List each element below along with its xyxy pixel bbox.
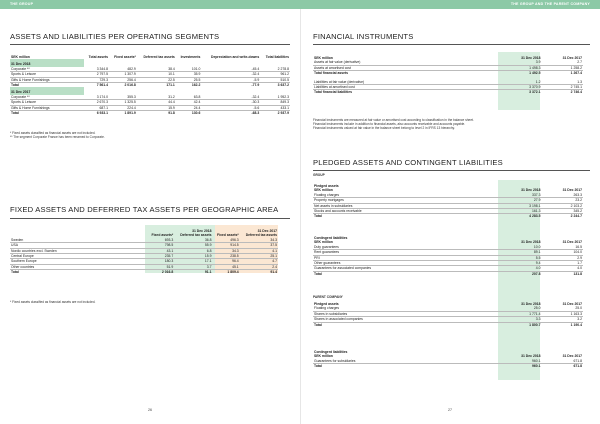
- geo-cell: 34.3: [212, 248, 239, 253]
- fin-cell: Liabilities at amortised cost: [313, 85, 500, 90]
- group_pledged-cell: 161.3: [500, 209, 542, 214]
- seg-2017-cell: -5.6: [201, 105, 260, 110]
- seg-2018-cell: 482.9: [109, 67, 137, 72]
- parent_pledged-cell: 1 800.7: [500, 322, 542, 327]
- pledge-group-label: GROUP: [313, 173, 325, 177]
- segments-table: [10, 55, 290, 115]
- geo-cell: Sweden: [10, 238, 147, 243]
- geo-title: FIXED ASSETS AND DEFERRED TAX ASSETS PER GEOGRAPHIC AREA: [10, 205, 279, 214]
- fin-table: [313, 56, 583, 95]
- seg-2017-cell: -68.3: [201, 111, 260, 116]
- seg-col-depreciation: Depreciation and write-downs: [211, 55, 260, 59]
- parent_pledged-cell: 1 163.3: [542, 311, 584, 316]
- fin-cell: Assets at fair value (derivative): [313, 60, 500, 65]
- geo-cell: 45.1: [212, 264, 239, 269]
- geo-cell: 36.8: [174, 238, 212, 243]
- seg-2018-cell: Sports & Leisure: [10, 72, 84, 77]
- seg-2018-cell: 10.1: [137, 72, 176, 77]
- parent_pledged-cell: Floating charges: [313, 306, 500, 311]
- seg-2017-cell: 3 174.0: [84, 95, 109, 100]
- geo-cell: Southern Europe: [10, 259, 147, 264]
- seg-2018-cell: -45.4: [201, 67, 260, 72]
- header-bar-left: [0, 0, 300, 9]
- segments-notes: [10, 131, 290, 139]
- seg-2018-cell: 3 344.8: [84, 67, 109, 72]
- group_pledged-cell: Total: [313, 214, 500, 219]
- geo-cell: 96.4: [212, 259, 239, 264]
- seg-2017-cell: 63.8: [176, 95, 202, 100]
- segments-note-2: ** The segment Corporate France has been renamed to Corporate.: [10, 135, 105, 140]
- seg-col-total-liabilities: Total liabilities: [265, 55, 289, 59]
- seg-2017-cell: 31.2: [137, 95, 176, 100]
- seg-2017-cell: 2 937.9: [260, 111, 290, 116]
- table-row: [313, 90, 583, 95]
- seg-2018-cell: -32.4: [201, 72, 260, 77]
- seg-2018-cell: 35.9: [176, 72, 202, 77]
- geo-cell: 6.8: [174, 248, 212, 253]
- group-pledged-header: [313, 184, 583, 193]
- seg-2017-cell: 130.6: [176, 111, 202, 116]
- geo-cell: 914.5: [212, 243, 239, 248]
- fin-cell: 3.9: [500, 60, 542, 65]
- geo-cell: 235.7: [147, 254, 174, 259]
- fin-cell: 1 267.4: [542, 71, 584, 76]
- seg-2017-cell: 24.4: [176, 105, 202, 110]
- seg-2018-cell: Corporate **: [10, 67, 84, 72]
- seg-2017-cell: 849.3: [260, 100, 290, 105]
- seg-2017-cell: Sports & Leisure: [10, 100, 84, 105]
- group_contingent-cell: 10.0: [500, 245, 542, 250]
- seg-2017-cell: Total: [10, 111, 84, 116]
- fin-date-2017: 31 Dec 2017: [562, 56, 582, 60]
- page-divider: [300, 9, 301, 424]
- group_pledged-cell: Net assets in subsidiaries: [313, 203, 500, 208]
- geo-cell: 17.1: [174, 259, 212, 264]
- parent_contingent-cell: Total: [313, 364, 500, 369]
- fin-note-3: Financial instruments valued at fair value in the balance sheet belong to level 2 in IFRS 13 hierarchy.: [313, 126, 455, 131]
- geo-cell: 3.7: [174, 264, 212, 269]
- seg-2018-cell: 510.5: [260, 77, 290, 82]
- parent_pledged-cell: 1 771.4: [500, 311, 542, 316]
- geo-cell: 798.5: [147, 243, 174, 248]
- geo-cell: 180.3: [147, 259, 174, 264]
- group_contingent-cell: 5.5: [500, 255, 542, 260]
- fin-title: FINANCIAL INSTRUMENTS: [313, 32, 414, 41]
- geo-date-2018: 31 Dec 2018: [192, 229, 212, 233]
- geo-cell: 693.3: [147, 238, 174, 243]
- fin-cell: 1.3: [542, 80, 584, 85]
- fin-date-2018: 31 Dec 2018: [521, 56, 541, 60]
- geo-col-deferred-2017: Deferred tax assets: [245, 233, 277, 238]
- group_pledged-cell: 27.9: [500, 198, 542, 203]
- fin-cell: 2.7: [542, 60, 584, 65]
- group-contingent-header: [313, 236, 583, 245]
- table-row: [313, 214, 583, 219]
- seg-2017-cell: 224.4: [109, 105, 137, 110]
- fin-unit: SEK million: [314, 56, 333, 60]
- header-bar-right: [300, 0, 600, 9]
- group_pledged-cell: 345.2: [542, 209, 584, 214]
- group-contingent-date-2017: 31 Dec 2017: [562, 240, 582, 245]
- parent-contingent-header: [313, 350, 583, 359]
- page-number-right: 27: [448, 408, 452, 412]
- fin-notes: [313, 118, 590, 130]
- seg-2017-cell: 687.1: [84, 105, 109, 110]
- segments-note-1: * Fixed assets classified as financial assets are not included.: [10, 131, 96, 135]
- geo-cell: 34.3: [240, 238, 278, 243]
- header-left-label: THE GROUP: [10, 2, 34, 6]
- page-number-left: 26: [148, 408, 152, 412]
- group_contingent-cell: Duty guarantees: [313, 245, 500, 250]
- geo-cell: 238.5: [212, 254, 239, 259]
- seg-2017-cell: 42.4: [176, 100, 202, 105]
- seg-2018-cell: 961.2: [260, 72, 290, 77]
- fin-note-2: Financial instruments include in addition to financial assets, also accounts receivable and accounts payable.: [313, 122, 466, 127]
- fin-cell: 3 370.9: [500, 85, 542, 90]
- seg-2017-cell: 44.4: [137, 100, 176, 105]
- group_contingent-cell: 207.8: [500, 271, 542, 276]
- parent_pledged-cell: Total: [313, 322, 500, 327]
- group-pledged-date-2017: 31 Dec 2017: [562, 188, 582, 193]
- group-contingent-head2: SEK million: [314, 240, 333, 245]
- geo-cell: Central Europe: [10, 254, 147, 259]
- seg-2017-cell: Gifts & Home Furnishings: [10, 105, 84, 110]
- seg-2018-cell: 101.0: [176, 67, 202, 72]
- geo-cell: 91.1: [174, 270, 212, 275]
- group_contingent-cell: 1.7: [542, 261, 584, 266]
- geo-note: * Fixed assets classified as financial assets are not included.: [10, 300, 96, 304]
- header-right-label: THE GROUP AND THE PARENT COMPANY: [510, 2, 590, 6]
- fin-cell: Total financial assets: [313, 71, 500, 76]
- group-contingent-head1: Contingent liabilities: [314, 236, 348, 240]
- seg-2018-cell: Gifts & Home Furnishings: [10, 77, 84, 82]
- group_pledged-cell: 3 198.1: [500, 203, 542, 208]
- seg-2018-period-row: [10, 59, 290, 66]
- parent-contingent-head1: Contingent liabilities: [314, 350, 348, 354]
- geo-cell: 15.9: [174, 254, 212, 259]
- segments-title-rule: [10, 44, 290, 45]
- seg-2018-period-label: 31 Dec 2018: [10, 59, 84, 66]
- geo-cell: 496.3: [212, 238, 239, 243]
- table-row: [10, 111, 290, 116]
- seg-2017-cell: 1 325.5: [109, 100, 137, 105]
- parent_pledged-cell: Shares in associated companies: [313, 317, 500, 322]
- group_pledged-cell: Floating charges: [313, 193, 500, 198]
- fin-cell: 1.2: [500, 80, 542, 85]
- geo-cell: 4.7: [240, 259, 278, 264]
- seg-2017-cell: -32.4: [201, 95, 260, 100]
- group_pledged-cell: 2 103.2: [542, 203, 584, 208]
- seg-2017-cell: 15.9: [137, 105, 176, 110]
- geo-date-2017: 31 Dec 2017: [257, 229, 277, 233]
- geo-cell: USA: [10, 243, 147, 248]
- parent_pledged-cell: 25.0: [500, 306, 542, 311]
- seg-2017-cell: 355.3: [109, 95, 137, 100]
- seg-2018-cell: 256.4: [109, 77, 137, 82]
- parent-pledged-table: [313, 302, 583, 327]
- group-pledged-head2: SEK million: [314, 188, 333, 193]
- group-pledged-table: [313, 184, 583, 219]
- seg-2018-cell: 1 307.9: [109, 72, 137, 77]
- geo-title-rule: [10, 218, 290, 219]
- geo-cell: 43.1: [147, 248, 174, 253]
- parent_contingent-cell: 671.8: [542, 364, 584, 369]
- parent-pledged-date-2018: 31 Dec 2018: [521, 302, 541, 306]
- parent-pledged-date-2017: 31 Dec 2017: [562, 302, 582, 306]
- seg-2018-cell: 2 797.5: [84, 72, 109, 77]
- group_contingent-cell: 104.0: [542, 250, 584, 255]
- group_contingent-cell: 16.5: [542, 245, 584, 250]
- group_contingent-cell: 4.0: [500, 266, 542, 271]
- geo-col-deferred-2018: Deferred tax assets: [180, 233, 212, 238]
- geo-cell: 1 809.4: [212, 270, 239, 275]
- seg-2018-cell: Total: [10, 83, 84, 88]
- group_pledged-cell: 4 283.5: [500, 214, 542, 219]
- parent_pledged-cell: 25.0: [542, 306, 584, 311]
- geo-cell: Other countries: [10, 264, 147, 269]
- parent-contingent-date-2018: 31 Dec 2018: [521, 354, 541, 359]
- group_pledged-cell: 23.2: [542, 198, 584, 203]
- seg-2017-cell: 433.1: [260, 105, 290, 110]
- parent_contingent-cell: Guarantees for subsidiaries: [313, 359, 500, 364]
- parent-contingent-date-2017: 31 Dec 2017: [562, 354, 582, 359]
- seg-2018-cell: 162.2: [176, 83, 202, 88]
- fin-cell: 2 745.1: [542, 85, 584, 90]
- seg-2017-cell: -30.3: [201, 100, 260, 105]
- group_contingent-cell: 9.4: [500, 261, 542, 266]
- seg-col-label: SEK million: [11, 55, 30, 59]
- seg-2018-cell: 7 561.4: [84, 83, 109, 88]
- seg-col-investments: Investments: [180, 55, 201, 59]
- seg-2018-cell: 2 016.8: [109, 83, 137, 88]
- fin-note-1: Financial instruments are measured at fair value or amortised cost according to classification in the balance sheet.: [313, 118, 474, 122]
- geo-cell: 2.4: [240, 264, 278, 269]
- seg-2017-period-row: [10, 87, 290, 94]
- seg-2018-cell: 2 278.8: [260, 67, 290, 72]
- parent_contingent-cell: 671.8: [542, 359, 584, 364]
- seg-2017-cell: 6 933.1: [84, 111, 109, 116]
- parent-contingent-table: [313, 350, 583, 369]
- geo-cell: 2 016.8: [147, 270, 174, 275]
- fin-cell: Assets at amortised cost: [313, 65, 500, 70]
- seg-2018-cell: 38.4: [137, 67, 176, 72]
- group_contingent-cell: 131.8: [542, 271, 584, 276]
- group_pledged-cell: Stocks and accounts receivable: [313, 209, 500, 214]
- seg-2018-cell: -77.9: [201, 83, 260, 88]
- group-pledged-date-2018: 31 Dec 2018: [521, 188, 541, 193]
- geo-cell: 37.5: [240, 243, 278, 248]
- parent_contingent-cell: 960.1: [500, 364, 542, 369]
- table-row: [10, 270, 278, 275]
- fin-cell: 1 498.3: [500, 65, 542, 70]
- seg-2017-cell: 1 891.9: [109, 111, 137, 116]
- group_contingent-cell: Other guarantees: [313, 261, 500, 266]
- seg-col-fixed-assets: Fixed assets*: [114, 55, 136, 59]
- fin-cell: Liabilities at fair value (derivative): [313, 80, 500, 85]
- group_contingent-cell: 89.1: [500, 250, 542, 255]
- geo-cell: 51.9: [147, 264, 174, 269]
- seg-2018-cell: -5.9: [201, 77, 260, 82]
- group_contingent-cell: PRI: [313, 255, 500, 260]
- group-pledged-head1: Pledged assets: [314, 184, 339, 188]
- parent_pledged-cell: 3.3: [500, 317, 542, 322]
- seg-2017-cell: Corporate **: [10, 95, 84, 100]
- group_pledged-cell: 2 244.7: [542, 214, 584, 219]
- seg-2017-cell: 1 952.3: [260, 95, 290, 100]
- seg-2018-cell: 3 637.2: [260, 83, 290, 88]
- table-row: [313, 271, 583, 276]
- group_pledged-cell: 263.3: [542, 193, 584, 198]
- fin-cell: 2 746.4: [542, 90, 584, 95]
- geo-cell: 25.1: [240, 254, 278, 259]
- pledge-parent-label: PARENT COMPANY: [313, 295, 343, 299]
- parent_pledged-cell: 1 190.4: [542, 322, 584, 327]
- fin-cell: Total financial liabilities: [313, 90, 500, 95]
- table-row: [313, 364, 583, 369]
- seg-2018-cell: 729.3: [84, 77, 109, 82]
- pledge-title-rule: [313, 170, 590, 171]
- geo-cell: 91.4: [240, 270, 278, 275]
- seg-col-deferred-tax: Deferred tax assets: [143, 55, 175, 59]
- group_pledged-cell: 337.3: [500, 193, 542, 198]
- group_contingent-cell: Rent guarantees: [313, 250, 500, 255]
- parent-pledged-head1: Pledged assets: [314, 302, 339, 306]
- fin-cell: 1 492.5: [500, 71, 542, 76]
- group_contingent-cell: Total: [313, 271, 500, 276]
- group_contingent-cell: 4.0: [542, 266, 584, 271]
- pledge-title: PLEDGED ASSETS AND CONTINGENT LIABILITIES: [313, 158, 503, 167]
- group_contingent-cell: 2.9: [542, 255, 584, 260]
- parent_pledged-cell: Shares in subsidiaries: [313, 311, 500, 316]
- parent_contingent-cell: 960.1: [500, 359, 542, 364]
- seg-2017-cell: 2 670.3: [84, 100, 109, 105]
- geo-cell: 55.9: [174, 243, 212, 248]
- group-contingent-date-2018: 31 Dec 2018: [521, 240, 541, 245]
- seg-2017-cell: 91.8: [137, 111, 176, 116]
- seg-2018-cell: 171.1: [137, 83, 176, 88]
- fin-cell: 1 258.2: [542, 65, 584, 70]
- seg-col-total-assets: Total assets: [88, 55, 109, 59]
- geo-col-fixed-2017: Fixed assets*: [217, 233, 239, 238]
- group_pledged-cell: Property mortgages: [313, 198, 500, 203]
- fin-cell: 3 372.1: [500, 90, 542, 95]
- group_contingent-cell: Guarantees for associated companies: [313, 266, 500, 271]
- group-contingent-table: [313, 236, 583, 276]
- fin-title-rule: [313, 44, 590, 45]
- seg-2018-cell: 25.5: [176, 77, 202, 82]
- geo-cell: Nordic countries excl. Sweden: [10, 248, 147, 253]
- segments-title: ASSETS AND LIABILITIES PER OPERATING SEGMENTS: [10, 32, 220, 41]
- geo-cell: Total: [10, 270, 147, 275]
- seg-2017-period-label: 31 Dec 2017: [10, 87, 84, 94]
- seg-2018-cell: 22.5: [137, 77, 176, 82]
- parent_pledged-cell: 3.2: [542, 317, 584, 322]
- parent-contingent-head2: SEK million: [314, 354, 333, 359]
- geo-col-fixed-2018: Fixed assets*: [151, 233, 174, 238]
- geo-table: [10, 229, 278, 275]
- geo-cell: 4.1: [240, 248, 278, 253]
- table-row: [313, 322, 583, 327]
